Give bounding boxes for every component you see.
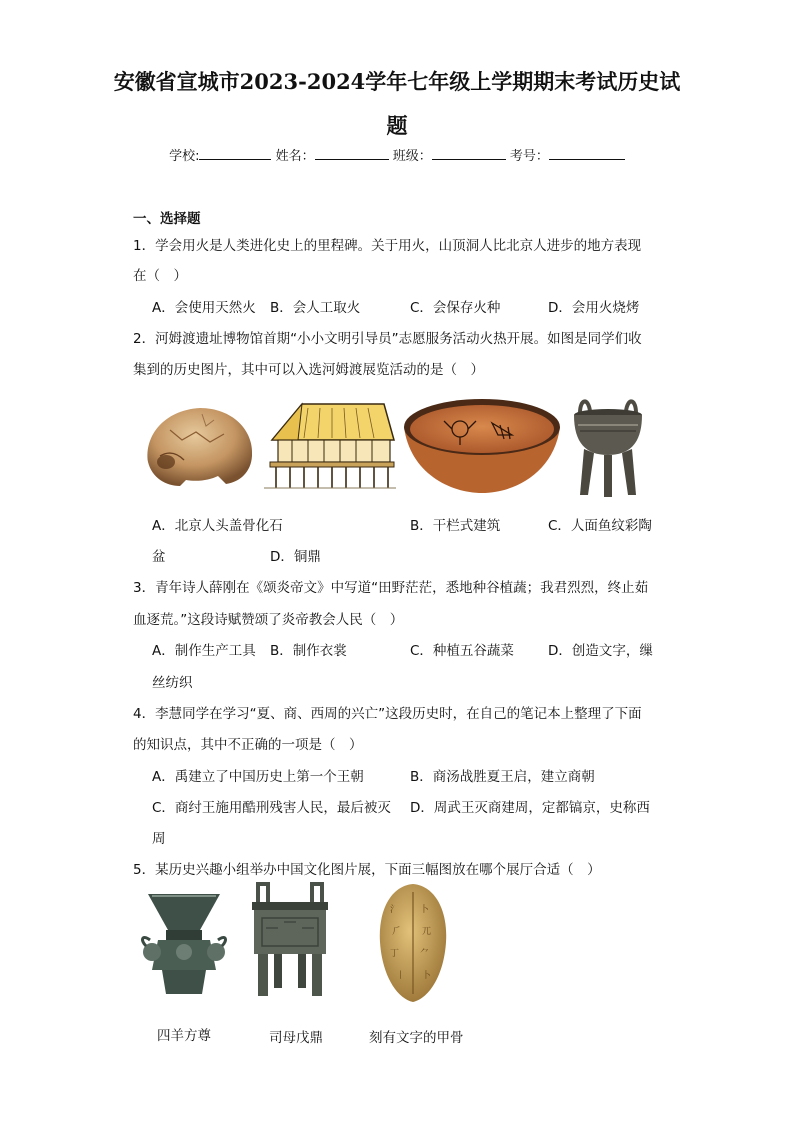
student-info-row bbox=[0, 145, 794, 164]
svg-text:兀: 兀 bbox=[422, 927, 432, 937]
svg-text:丁: 丁 bbox=[390, 949, 400, 959]
section-heading: 一、选择题 bbox=[133, 211, 201, 227]
q3-option-b[interactable]: B．制作衣裳 bbox=[270, 643, 347, 659]
q2-option-a[interactable]: A．北京人头盖骨化石 bbox=[152, 518, 283, 534]
q3-option-d-continued: 丝纺织 bbox=[152, 675, 193, 691]
q2-stem-line1: 2．河姆渡遗址博物馆首期“小小文明引导员”志愿服务活动火热开展。如图是同学们收 bbox=[133, 331, 642, 347]
q1-stem-line1: 1．学会用火是人类进化史上的里程碑。关于用火，山顶洞人比北京人进步的地方表现 bbox=[133, 238, 642, 254]
q1-option-a[interactable]: A．会使用天然火 bbox=[152, 300, 256, 316]
q5-stem-line1: 5．某历史兴趣小组举办中国文化图片展，下面三幅图放在哪个展厅合适（ ） bbox=[133, 862, 601, 878]
q4-stem-line2: 的知识点，其中不正确的一项是（ ） bbox=[133, 737, 363, 753]
svg-text:卜: 卜 bbox=[422, 971, 432, 981]
q2-option-c-continued: 盆 bbox=[152, 549, 166, 565]
caption-four-ram-square-zun: 四羊方尊 bbox=[157, 1028, 211, 1044]
q2-option-d[interactable]: D．铜鼎 bbox=[270, 549, 321, 565]
class-blank[interactable] bbox=[432, 145, 506, 160]
painted-pottery-bowl-image bbox=[400, 395, 564, 495]
name-blank[interactable] bbox=[315, 145, 389, 160]
q4-option-c[interactable]: C．商纣王施用酷刑残害人民，最后被灭 bbox=[152, 800, 391, 816]
svg-text:卜: 卜 bbox=[420, 905, 430, 915]
q3-option-d[interactable]: D．创造文字，缫 bbox=[548, 643, 653, 659]
q3-stem-line1: 3．青年诗人薛刚在《颂炎帝文》中写道“田野茫茫，悉地种谷植蔬；我君烈烈，终止茹 bbox=[133, 580, 649, 596]
number-label: 考号： bbox=[509, 149, 549, 164]
q4-stem-line1: 4．李慧同学在学习“夏、商、西周的兴亡”这段历史时，在自己的笔记本上整理了下面 bbox=[133, 706, 642, 722]
q1-option-b[interactable]: B．会人工取火 bbox=[270, 300, 361, 316]
q4-option-a[interactable]: A．禹建立了中国历史上第一个王朝 bbox=[152, 769, 364, 785]
q2-option-c[interactable]: C．人面鱼纹彩陶 bbox=[548, 518, 652, 534]
oracle-bone-image bbox=[376, 882, 450, 1004]
q2-stem-line2: 集到的历史图片，其中可以入选河姆渡展览活动的是（ ） bbox=[133, 362, 484, 378]
q1-option-d[interactable]: D．会用火烧烤 bbox=[548, 300, 640, 316]
caption-simuwu-ding: 司母戊鼎 bbox=[269, 1030, 323, 1046]
svg-text:⺈: ⺈ bbox=[420, 949, 430, 959]
four-ram-square-zun-image bbox=[136, 890, 232, 998]
q3-option-a[interactable]: A．制作生产工具 bbox=[152, 643, 256, 659]
q4-option-d[interactable]: D．周武王灭商建周，定都镐京，史称西 bbox=[410, 800, 650, 816]
q3-stem-line2: 血逐荒。”这段诗赋赞颂了炎帝教会人民（ ） bbox=[133, 612, 404, 628]
q1-stem-line2: 在（ ） bbox=[133, 268, 187, 284]
svg-text:⺁: ⺁ bbox=[392, 927, 402, 937]
svg-text:⺡: ⺡ bbox=[390, 905, 400, 915]
skull-fossil-image bbox=[140, 400, 258, 492]
exam-title-line1: 安徽省宣城市2023-2024学年七年级上学期期末考试历史试 bbox=[113, 69, 681, 94]
q4-option-b[interactable]: B．商汤战胜夏王启，建立商朝 bbox=[410, 769, 595, 785]
q4-option-d-continued: 周 bbox=[152, 831, 166, 847]
exam-title-line2: 题 bbox=[386, 113, 408, 138]
q1-option-c[interactable]: C．会保存火种 bbox=[410, 300, 501, 316]
simuwu-ding-image bbox=[244, 882, 336, 1000]
school-label: 学校: bbox=[169, 149, 200, 164]
school-blank[interactable] bbox=[199, 145, 271, 160]
svg-text:丨: 丨 bbox=[396, 971, 406, 981]
stilt-house-image bbox=[258, 400, 398, 492]
class-label: 班级： bbox=[392, 149, 432, 164]
q3-option-c[interactable]: C．种植五谷蔬菜 bbox=[410, 643, 514, 659]
bronze-ding-image bbox=[566, 393, 650, 499]
name-label: 姓名： bbox=[275, 149, 315, 164]
caption-oracle-bone: 刻有文字的甲骨 bbox=[369, 1030, 464, 1046]
number-blank[interactable] bbox=[549, 145, 625, 160]
q2-option-b[interactable]: B．干栏式建筑 bbox=[410, 518, 501, 534]
